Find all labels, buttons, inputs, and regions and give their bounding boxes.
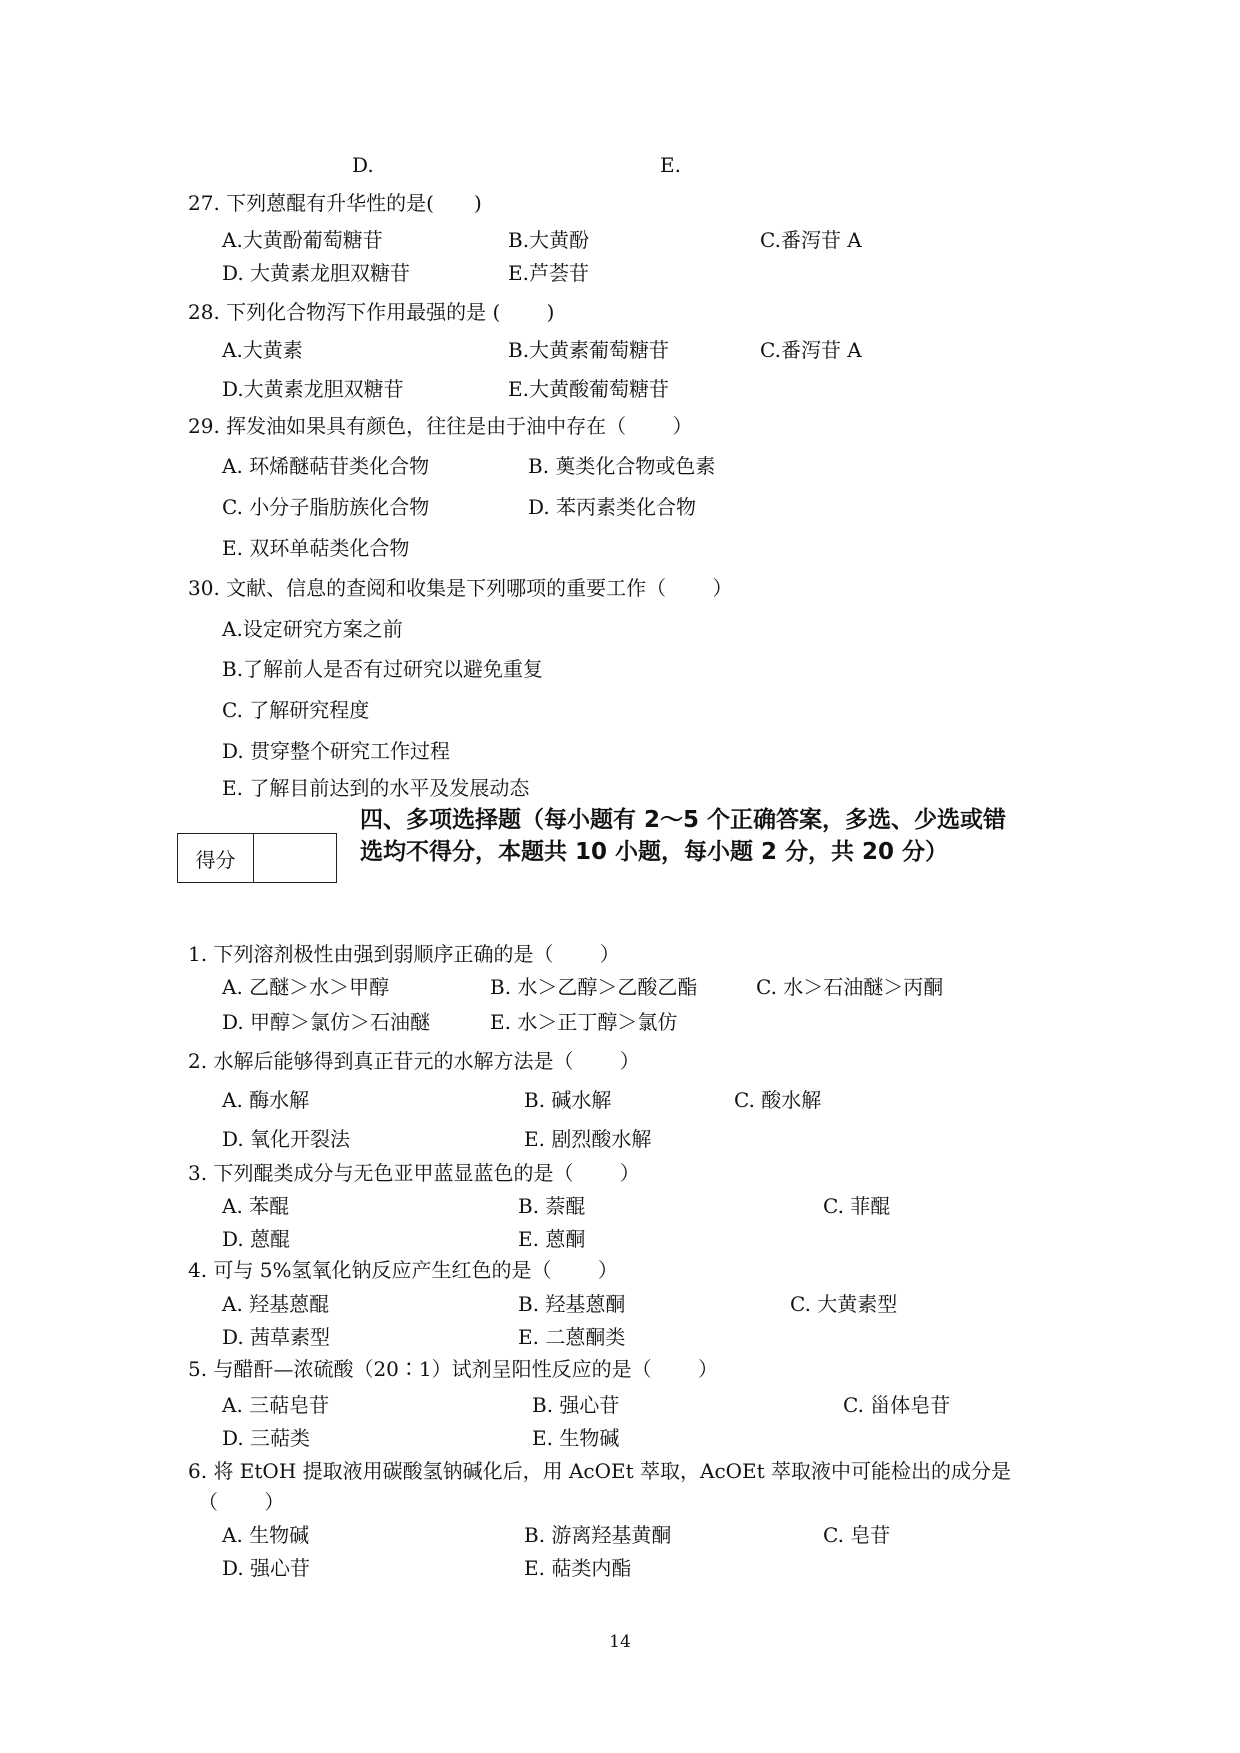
multi-question-6-stem-continued: （ ）: [198, 1490, 285, 1514]
question-30-option-c: C. 了解研究程度: [222, 698, 370, 722]
question-28-stem: 28. 下列化合物泻下作用最强的是 ( ): [188, 300, 555, 324]
score-box: [177, 833, 337, 883]
question-29-option-b: B. 薁类化合物或色素: [528, 454, 716, 478]
question-29-option-d: D. 苯丙素类化合物: [528, 495, 697, 519]
multi-question-2-option-a: A. 酶水解: [222, 1088, 310, 1112]
multi-question-5-stem: 5. 与醋酐—浓硫酸（20∶1）试剂呈阳性反应的是（ ）: [188, 1357, 718, 1381]
option-e: E.: [660, 153, 681, 177]
multi-question-6-option-c: C. 皂苷: [823, 1523, 891, 1547]
question-27-option-c: C.番泻苷 A: [760, 228, 862, 252]
question-28-option-a: A.大黄素: [222, 338, 303, 362]
question-30-option-b: B.了解前人是否有过研究以避免重复: [222, 657, 544, 681]
question-30-option-a: A.设定研究方案之前: [222, 617, 403, 641]
multi-question-6-option-a: A. 生物碱: [222, 1523, 310, 1547]
section-heading-line2: 选均不得分，本题共 10 小题，每小题 2 分，共 20 分）: [360, 839, 949, 865]
question-27-option-b: B.大黄酚: [508, 228, 590, 252]
multi-question-3-option-b: B. 萘醌: [518, 1194, 586, 1218]
multi-question-6-option-b: B. 游离羟基黄酮: [524, 1523, 672, 1547]
multi-question-1-stem: 1. 下列溶剂极性由强到弱顺序正确的是（ ）: [188, 942, 620, 966]
multi-question-5-option-b: B. 强心苷: [532, 1393, 620, 1417]
multi-question-4-option-b: B. 羟基蒽酮: [518, 1292, 626, 1316]
multi-question-2-option-c: C. 酸水解: [734, 1088, 822, 1112]
option-d: D.: [352, 153, 374, 177]
multi-question-4-option-a: A. 羟基蒽醌: [222, 1292, 330, 1316]
question-30-option-e: E. 了解目前达到的水平及发展动态: [222, 776, 530, 800]
question-28-option-c: C.番泻苷 A: [760, 338, 862, 362]
multi-question-1-option-e: E. 水＞正丁醇＞氯仿: [490, 1010, 678, 1034]
multi-question-4-option-d: D. 茜草素型: [222, 1325, 331, 1349]
multi-question-4-stem: 4. 可与 5%氢氧化钠反应产生红色的是（ ）: [188, 1258, 618, 1282]
multi-question-1-option-a: A. 乙醚＞水＞甲醇: [222, 975, 390, 999]
score-label: 得分: [178, 834, 254, 882]
multi-question-5-option-a: A. 三萜皂苷: [222, 1393, 330, 1417]
multi-question-3-stem: 3. 下列醌类成分与无色亚甲蓝显蓝色的是（ ）: [188, 1161, 640, 1185]
question-30-stem: 30. 文献、信息的查阅和收集是下列哪项的重要工作（ ）: [188, 576, 733, 600]
multi-question-4-option-c: C. 大黄素型: [790, 1292, 898, 1316]
multi-question-1-option-b: B. 水＞乙醇＞乙酸乙酯: [490, 975, 698, 999]
question-29-stem: 29. 挥发油如果具有颜色，往往是由于油中存在（ ）: [188, 414, 693, 438]
multi-question-3-option-e: E. 蒽酮: [518, 1227, 586, 1251]
question-27-stem: 27. 下列蒽醌有升华性的是( ): [188, 191, 482, 215]
question-30-option-d: D. 贯穿整个研究工作过程: [222, 739, 451, 763]
multi-question-4-option-e: E. 二蒽酮类: [518, 1325, 626, 1349]
multi-question-5-option-e: E. 生物碱: [532, 1426, 620, 1450]
multi-question-5-option-d: D. 三萜类: [222, 1426, 311, 1450]
question-29-option-e: E. 双环单萜类化合物: [222, 536, 410, 560]
multi-question-2-option-d: D. 氧化开裂法: [222, 1127, 351, 1151]
multi-question-1-option-d: D. 甲醇＞氯仿＞石油醚: [222, 1010, 431, 1034]
question-28-option-b: B.大黄素葡萄糖苷: [508, 338, 670, 362]
multi-question-3-option-c: C. 菲醌: [823, 1194, 891, 1218]
page-number: 14: [609, 1632, 631, 1652]
question-28-option-e: E.大黄酸葡萄糖苷: [508, 377, 669, 401]
question-29-option-c: C. 小分子脂肪族化合物: [222, 495, 430, 519]
multi-question-5-option-c: C. 甾体皂苷: [843, 1393, 951, 1417]
question-27-option-d: D. 大黄素龙胆双糖苷: [222, 261, 411, 285]
score-value-cell: [254, 834, 336, 882]
multi-question-1-option-c: C. 水＞石油醚＞丙酮: [756, 975, 944, 999]
question-27-option-e: E.芦荟苷: [508, 261, 589, 285]
multi-question-2-option-b: B. 碱水解: [524, 1088, 612, 1112]
multi-question-2-option-e: E. 剧烈酸水解: [524, 1127, 652, 1151]
multi-question-2-stem: 2. 水解后能够得到真正苷元的水解方法是（ ）: [188, 1049, 640, 1073]
question-29-option-a: A. 环烯醚萜苷类化合物: [222, 454, 430, 478]
multi-question-3-option-a: A. 苯醌: [222, 1194, 290, 1218]
section-heading-line1: 四、多项选择题（每小题有 2～5 个正确答案，多选、少选或错: [360, 807, 1007, 833]
multi-question-6-option-d: D. 强心苷: [222, 1556, 311, 1580]
multi-question-6-option-e: E. 萜类内酯: [524, 1556, 632, 1580]
multi-question-6-stem: 6. 将 EtOH 提取液用碳酸氢钠碱化后，用 AcOEt 萃取，AcOEt 萃取液中可能检出的成分是: [188, 1459, 1012, 1483]
question-28-option-d: D.大黄素龙胆双糖苷: [222, 377, 404, 401]
question-27-option-a: A.大黄酚葡萄糖苷: [222, 228, 383, 252]
multi-question-3-option-d: D. 蒽醌: [222, 1227, 291, 1251]
